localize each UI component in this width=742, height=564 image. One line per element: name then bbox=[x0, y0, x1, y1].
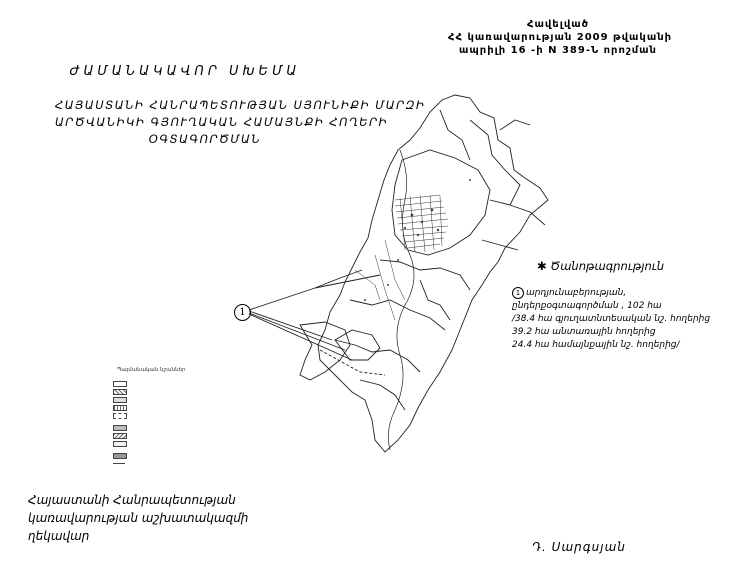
legend-row bbox=[113, 424, 298, 431]
legend-row bbox=[113, 404, 298, 411]
signer-org-line-1: Հայաստանի Հանրապետության bbox=[28, 493, 236, 507]
legend-swatch bbox=[113, 425, 127, 431]
legend-heading: ✱ Ծանոթագրություն bbox=[537, 259, 665, 273]
annex-line-3: ապրիլի 16 -ի N 389-Ն որոշման bbox=[459, 45, 657, 56]
legend-line-5: 24.4 հա համայնքային նշ. հողերից/ bbox=[512, 340, 680, 350]
legend-swatch bbox=[113, 413, 127, 419]
legend-swatch bbox=[113, 433, 127, 439]
signer-name: Դ. Սարգսյան bbox=[532, 540, 626, 554]
legend-line-4: 39.2 հա անտառային հողերից bbox=[512, 327, 656, 337]
legend-swatch bbox=[113, 405, 127, 411]
road-line bbox=[500, 120, 530, 130]
legend-swatch bbox=[113, 441, 127, 447]
road-line bbox=[482, 240, 518, 250]
signer-org-line-2: կառավարության աշխատակազմի bbox=[28, 511, 249, 525]
small-legend bbox=[113, 380, 298, 468]
legend-marker: 1 bbox=[512, 287, 524, 299]
legend-row bbox=[113, 452, 298, 459]
legend-line-1 bbox=[512, 287, 712, 300]
contour-line bbox=[335, 340, 420, 372]
main-title-line-3: ՕԳՏԱԳՈՐԾՄԱՆ bbox=[148, 132, 262, 146]
legend-row bbox=[113, 440, 298, 447]
map-callout-marker: 1 bbox=[234, 304, 251, 321]
legend-swatch bbox=[113, 389, 127, 395]
contour-line bbox=[420, 280, 450, 320]
contour-line bbox=[440, 110, 470, 160]
annex-line-2: ՀՀ կառավարության 2009 թվականի bbox=[448, 32, 673, 43]
legend-row bbox=[113, 388, 298, 395]
main-title-line-1: ՀԱՅԱՍՏԱՆԻ ՀԱՆՐԱՊԵՏՈՒԹՅԱՆ ՍՅՈՒՆԻՔԻ ՄԱՐԶԻ bbox=[55, 98, 426, 112]
signer-org-line-3: ղեկավար bbox=[28, 529, 90, 543]
legend-row bbox=[113, 412, 298, 419]
legend-row bbox=[113, 380, 298, 387]
legend-line-1-text: արդյունաբերության, bbox=[526, 288, 627, 298]
small-legend-title: Պայմանական նշաններ bbox=[117, 367, 186, 373]
legend-swatch bbox=[113, 397, 127, 403]
legend-swatch bbox=[113, 381, 127, 387]
legend-swatch bbox=[113, 463, 125, 464]
legend-line-3: /38.4 հա գյուղատնտեսական նշ. հողերից bbox=[512, 314, 711, 324]
legend-line-2: ընդերքօգտագործման , 102 հա bbox=[512, 301, 662, 311]
legend-row bbox=[113, 432, 298, 439]
legend-row bbox=[113, 396, 298, 403]
scheme-title: ԺԱՄԱՆԱԿԱՎՈՐ ՍԽԵՄԱ bbox=[69, 64, 301, 79]
contour-line bbox=[392, 150, 490, 255]
main-title-line-2: ԱՐԾՎԱՆԻԿԻ ԳՅՈՒՂԱԿԱՆ ՀԱՄԱՅՆՔԻ ՀՈՂԵՐԻ bbox=[55, 115, 389, 129]
contour-line bbox=[350, 300, 445, 330]
settlement-hatch bbox=[355, 195, 448, 320]
annex-line-1: Հավելված bbox=[526, 19, 590, 30]
legend-row bbox=[113, 460, 298, 467]
legend-body bbox=[512, 287, 712, 352]
legend-swatch bbox=[113, 453, 127, 459]
dash-line bbox=[320, 350, 385, 375]
signer-organization bbox=[28, 491, 298, 545]
road-line bbox=[490, 200, 545, 225]
